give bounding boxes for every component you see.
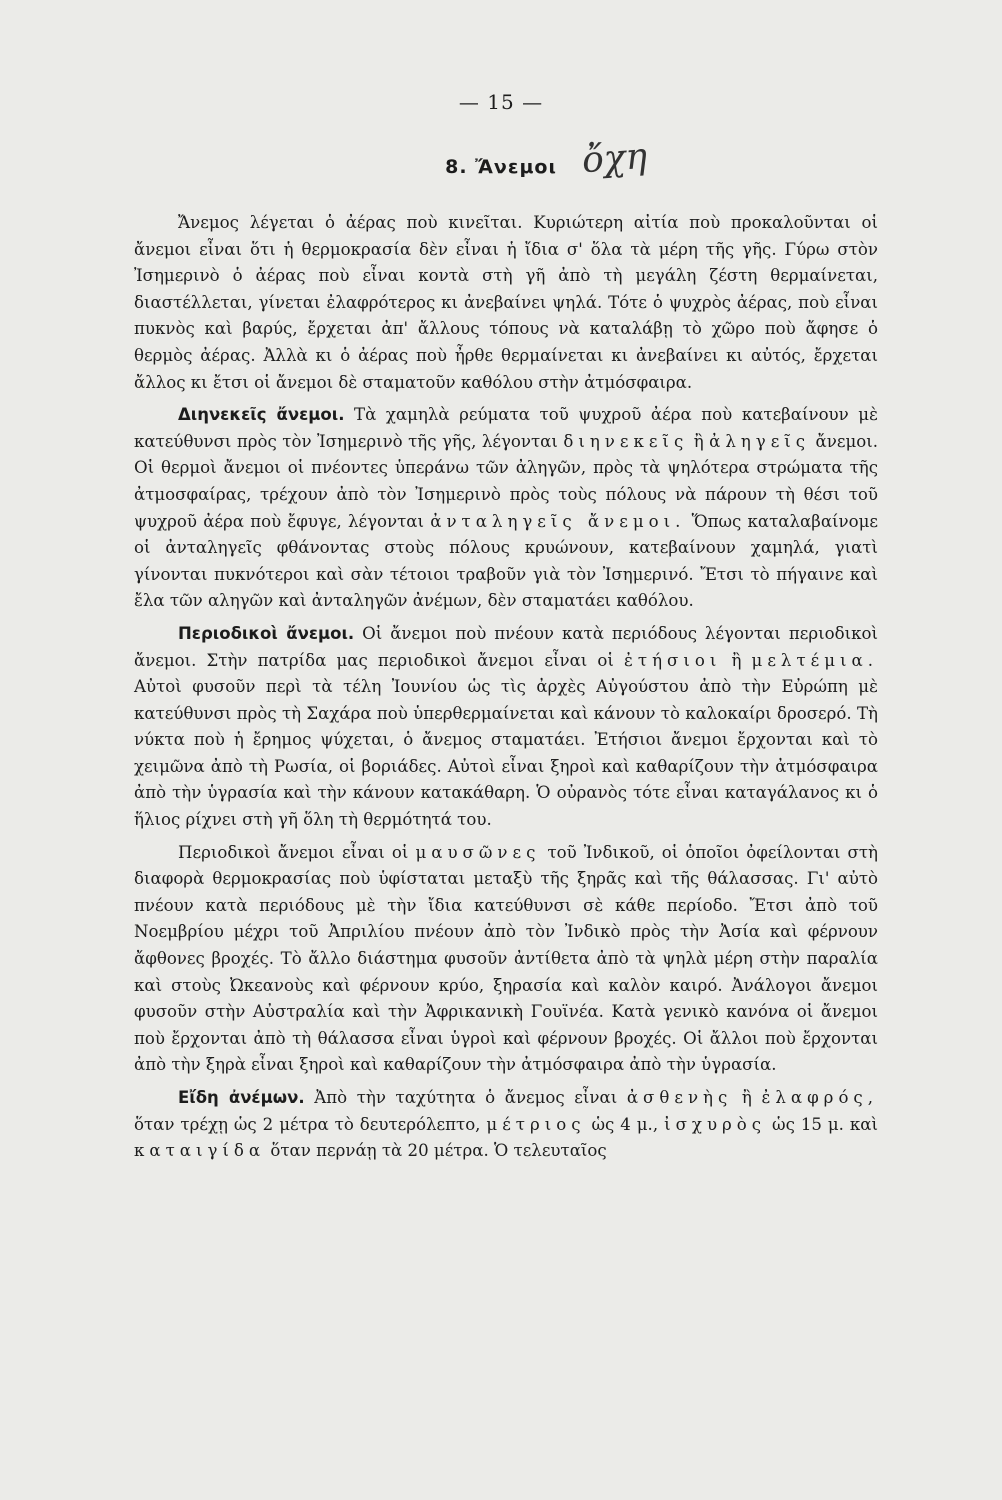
paragraph-constant-winds bbox=[134, 402, 878, 615]
text-span: ἄνεμοι. Οἱ θερμοὶ ἄνεμοι οἱ πνέοντες ὑπεράνω τῶν ἀληγῶν, πρὸς τὰ ψηλότερα στρώματα τῆς ἀτμοσφαίρας, τρέχουν ἀπὸ τὸν Ἰσημερινὸ πρὸς τοὺς πόλους νὰ πάρουν τὴ θέσι τοῦ ψυχροῦ ἀέρα ποὺ ἔφυγε, λέγονται bbox=[134, 431, 878, 531]
paragraph-monsoons bbox=[134, 840, 878, 1079]
subheading-constant-winds: Διηνεκεῖς ἄνεμοι. bbox=[178, 405, 345, 425]
term-span: ἐτήσιοι bbox=[624, 650, 722, 670]
text-span: ἢ bbox=[721, 650, 752, 670]
term-span: ἰσχυρὸς bbox=[664, 1114, 767, 1134]
text-span: ὡς 15 μ. καὶ bbox=[766, 1114, 878, 1134]
term-span: ἀνταληγεῖς ἄνεμοι. bbox=[430, 511, 686, 531]
term-span: ἀσθενὴς bbox=[626, 1088, 733, 1107]
text-span: Περιοδικοὶ ἄνεμοι εἶναι οἱ bbox=[178, 842, 416, 862]
term-span: ἀληγεῖς bbox=[709, 431, 811, 451]
paragraph-intro-text: Ἄνεμος λέγεται ὁ ἀέρας ποὺ κινεῖται. Κυριώτερη αἰτία ποὺ προκαλοῦνται οἱ ἄνεμοι εἶναι ὅτι ἡ θερμοκρασία δὲν εἶναι ἡ ἴδια σ' ὅλα τὰ μέρη τῆς γῆς. Γύρω στὸν Ἰσημερινὸ ὁ ἀέρας ποὺ εἶναι κοντὰ στὴ γῆ ἀπὸ τὴ μεγάλη ζέστη θερμαίνεται, διαστέλλεται, γίνεται ἐλαφρότερος κι ἀνεβαίνει ψηλά. Τότε ὁ ψυχρὸς ἀέρας, ποὺ εἶναι πυκνὸς καὶ βαρύς, ἔρχεται ἀπ' ἄλλους τόπους νὰ καταλάβῃ τὸ χῶρο ποὺ ἄφησε ὁ θερμὸς ἀέρας. Ἀλλὰ κι ὁ ἀέρας ποὺ ἦρθε θερμαίνεται κι ἀνεβαίνει κι αὐτός, ἔρχεται ἄλλος κι ἔτσι οἱ ἄνεμοι δὲ σταματοῦν καθόλου στὴν ἀτμόσφαιρα. bbox=[134, 213, 878, 392]
text-span: ἢ bbox=[732, 1088, 762, 1107]
handwritten-annotation: ὄχη bbox=[580, 135, 649, 182]
text-span: τοῦ Ἰνδικοῦ, οἱ ὁποῖοι ὀφείλονται στὴ διαφορὰ θερμοκρασίας ποὺ ὑφίσταται μεταξὺ τῆς ξηρᾶς καὶ τῆς θάλασσας. Γι' αὐτὸ πνέουν κατὰ περιόδους μὲ τὴν ἴδια κατεύθυνσι σὲ κάθε περίοδο. Ἔτσι ἀπὸ τοῦ Νοεμβρίου μέχρι τοῦ Ἀπριλίου πνέουν ἀπὸ τὸν Ἰνδικὸ πρὸς τὴν Ἀσία καὶ φέρνουν ἄφθονες βροχές. Τὸ ἄλλο διάστημα φυσοῦν ἀντίθετα ἀπὸ τὰ ψηλὰ μέρη στὴν παραλία καὶ στοὺς Ὠκεανοὺς καὶ φέρνουν κρύο, ξηρασία καὶ καλὸν καιρό. Ἀνάλογοι ἄνεμοι φυσοῦν στὴν Αὐστραλία καὶ τὴν Ἀφρικανικὴ Γουϊνέα. Κατὰ γενικὸ κανόνα οἱ ἄνεμοι ποὺ ἔρχονται ἀπὸ τὴ θάλασσα εἶναι ὑγροὶ καὶ φέρνουν βροχές. Οἱ ἄλλοι ποὺ ἔρχονται ἀπὸ τὴν ξηρὰ εἶναι ξηροὶ καὶ καθαρίζουν τὴν ἀτμόσφαιρα ἀπὸ τὴν ὑγρασία. bbox=[134, 842, 878, 1075]
text-span: Αὐτοὶ φυσοῦν περὶ τὰ τέλη Ἰουνίου ὡς τὶς ἀρχὲς Αὐγούστου ἀπὸ τὴν Εὐρώπη μὲ κατεύθυνσι πρὸς τὴ Σαχάρα ποὺ ὑπερθερμαίνεται καὶ κάνουν τὸ καλοκαίρι δροσερό. Τὴ νύκτα ποὺ ἡ ἔρημος ψύχεται, ὁ ἄνεμος σταματάει. Ἐτήσιοι ἄνεμοι ἔρχονται καὶ τὸ χειμῶνα ἀπὸ τὴ Ρωσία, οἱ βοριάδες. Αὐτοὶ εἶναι ξηροὶ καὶ καθαρίζουν τὴν ἀτμόσφαιρα ἀπὸ τὴν ὑγρασία καὶ τὴν κάνουν κατακάθαρη. Ὁ οὐρανὸς τότε εἶναι καταγάλανος κι ὁ ἥλιος ρίχνει στὴ γῆ ὅλη τὴ θερμότητά του. bbox=[134, 677, 878, 830]
text-span: ἢ bbox=[688, 431, 710, 451]
text-span: ὅταν περνάῃ τὰ 20 μέτρα. Ὁ τελευταῖος bbox=[265, 1141, 607, 1161]
text-span: Ἀπὸ τὴν ταχύτητα ὁ ἄνεμος εἶναι bbox=[304, 1088, 627, 1107]
body-text bbox=[134, 210, 878, 1165]
term-span: μέτριος bbox=[486, 1114, 586, 1134]
paragraph-intro bbox=[134, 210, 878, 396]
subheading-periodic-winds: Περιοδικοὶ ἄνεμοι. bbox=[178, 623, 355, 643]
paragraph-periodic-winds bbox=[134, 621, 878, 834]
term-span: διηνεκεῖς bbox=[563, 431, 689, 451]
term-span: μαυσῶνες bbox=[415, 842, 541, 862]
section-heading: 8. Ἄνεμοι bbox=[445, 156, 557, 178]
paragraph-wind-types bbox=[134, 1085, 878, 1165]
subheading-wind-types: Εἴδη ἀνέμων. bbox=[178, 1088, 305, 1107]
text-span: ὅταν τρέχῃ ὡς 2 μέτρα τὸ δευτερόλεπτο, bbox=[134, 1114, 487, 1134]
term-span: καταιγίδα bbox=[134, 1141, 266, 1161]
term-span: μελτέμια. bbox=[751, 650, 878, 670]
text-span: Τὰ χαμηλὰ ρεύματα τοῦ ψυχροῦ ἀέρα ποὺ κατεβαίνουν μὲ κατεύθυνσι πρὸς τὸν Ἰσημερινὸ τῆς γῆς, λέγονται bbox=[134, 405, 878, 451]
term-span: ἐλαφρός, bbox=[761, 1088, 878, 1107]
page-number: — 15 — bbox=[458, 90, 544, 114]
text-span: Οἱ ἄνεμοι ποὺ πνέουν κατὰ περιόδους λέγονται περιοδικοὶ ἄνεμοι. Στὴν πατρίδα μας περιοδικοὶ ἄνεμοι εἶναι οἱ bbox=[134, 623, 879, 670]
text-span: Ὅπως καταλαβαίνομε οἱ ἀνταληγεῖς φθάνοντας στοὺς πόλους κρυώνουν, κατεβαίνουν χαμηλά, γιατὶ γίνονται πυκνότεροι καὶ σὰν τέτοιοι τραβοῦν γιὰ τὸν Ἰσημερινό. Ἔτσι τὸ πήγαινε καὶ ἔλα τῶν αληγῶν καὶ ἀνταληγῶν ἀνέμων, δὲν σταματάει καθόλου. bbox=[134, 511, 878, 611]
text-span: ὡς 4 μ., bbox=[585, 1114, 665, 1134]
